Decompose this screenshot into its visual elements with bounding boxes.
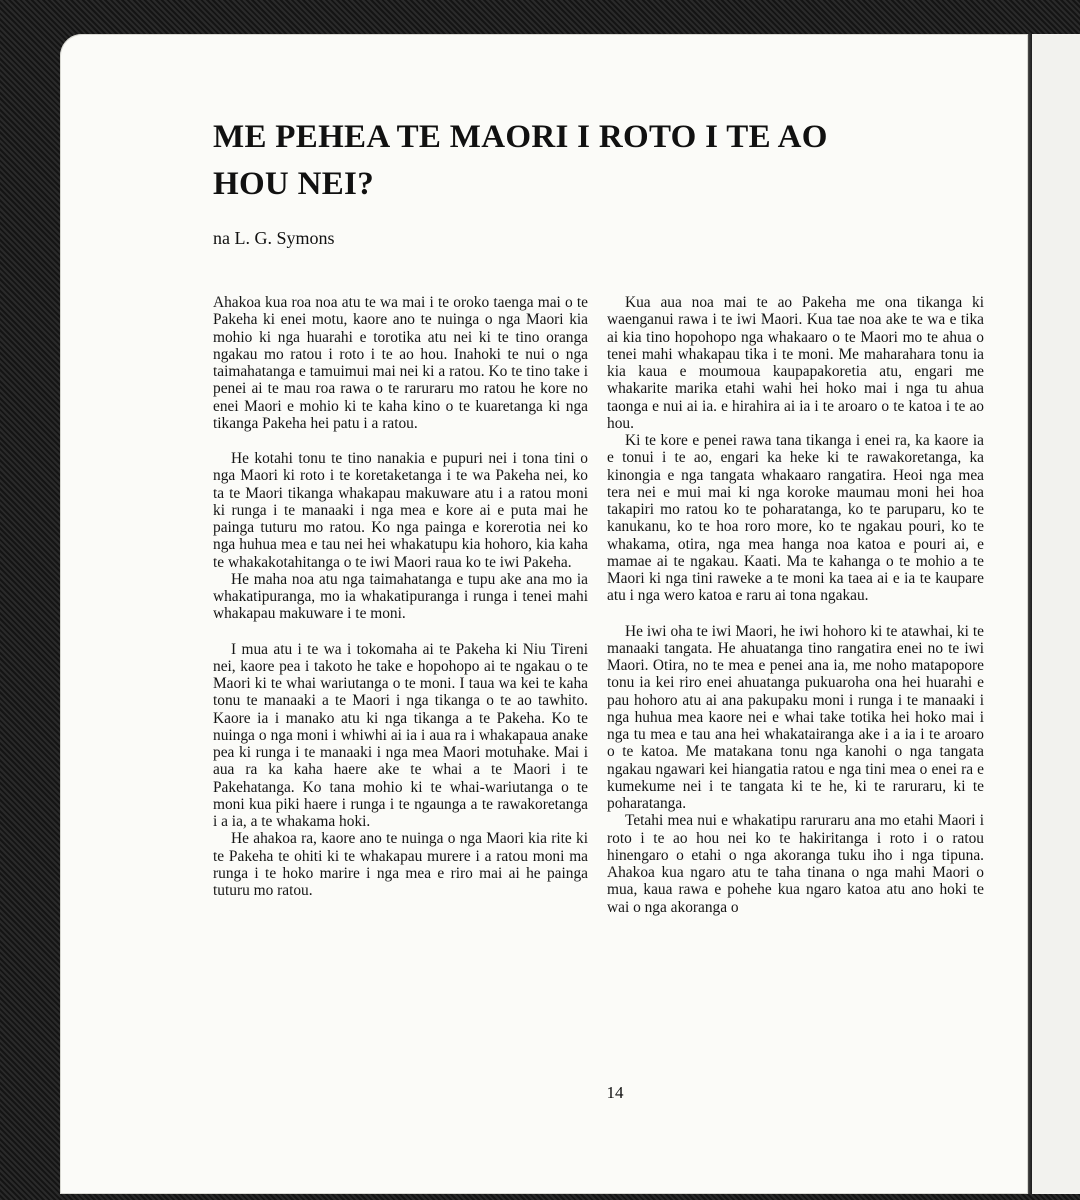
article-title: ME PEHEA TE MAORI I ROTO I TE AO HOU NEI? — [213, 119, 828, 202]
paragraph: Ki te kore e penei rawa tana tikanga i enei ra, ka kaore ia e tonui i te ao, engari ka heke ki te rawakoretanga, ka kinongia e nga tangata whakaaro rangatira. Heoi nga mea tera nei e mui mai ki nga koroke maumau moni hei hoa takapiri mo ratou ko te poharatanga, ko te paruparu, ko te kanukanu, ko te hoa roro more, ko te ngakau pouri, ko te whakama, otira, nga mea hanga noa katoa e pouri ai, e mamae ai te ngakau. Kaati. Ma te kahanga o te mohio a te Maori ki nga tini raweke a te moni ka taea ai e ia te kaupare atu i nga wero katoa e raru ai tona ngakau. — [607, 432, 984, 605]
article-byline: na L. G. Symons — [213, 228, 335, 248]
page-number: 14 — [606, 1083, 624, 1102]
facing-page-edge — [1030, 34, 1080, 1194]
right-column — [607, 294, 984, 916]
paragraph: He kotahi tonu te tino nanakia e pupuri nei i tona tini o nga Maori ki roto i te koretaketanga i te wa Pakeha nei, ko ta te Maori tikanga whakapau makuware atu i a ratou moni ki runga i te manaaki i nga mea e kore ai e puta mai he painga tuturu mo ratou. Ko nga painga e korerotia nei ko nga huhua mea e tau nei hei whakatupu kia hohoro, kia kaha te whakakotahitanga o te iwi Maori raua ko te iwi Pakeha. — [213, 450, 588, 571]
left-column — [213, 294, 588, 899]
paragraph: He iwi oha te iwi Maori, he iwi hohoro ki te atawhai, ki te manaaki tangata. He ahuatanga tino rangatira enei no te iwi Maori. Otira, no te mea e penei ana ia, me noho matapopore tonu ia kei riro enei ahuatanga pukuaroha ona hei huarahi e pau hohoro atu ai ana pakupaku moni i runga i te manaaki i nga huhua mea kaore nei e whai take totika hei hoko mai i nga tu mea e tau ana hei whakatairanga ake i a ia i te aroaro o te katoa. Me matakana tonu nga kanohi o nga tangata ngakau ngawari kei hiangatia ratou e nga tini mea o enei ra e kumekume nei i te tangata ki te he, ki te raruraru, ki te poharatanga. — [607, 622, 984, 812]
paragraph: He ahakoa ra, kaore ano te nuinga o nga Maori kia rite ki te Pakeha te ohiti ki te whakapau murere i a ratou moni ma runga i te hoko marire i nga mea e riro mai ai he painga tuturu mo ratou. — [213, 830, 588, 899]
paragraph: Kua aua noa mai te ao Pakeha me ona tikanga ki waenganui rawa i te iwi Maori. Kua tae noa ake te wa e tika ai kia tino hopohopo nga whakaaro o te Maori mo te ahua o tenei mahi whakapau tika i te moni. Me maharahara tonu ia kia kaua e moumoua kaupapakoretia atu, engari me whakarite marika etahi wahi hei hoko mai i nga tu ahua taonga e nui ai ia. e hirahira ai ia i te aroaro o te katoa i te ao hou. — [607, 294, 984, 432]
paragraph: Tetahi mea nui e whakatipu raruraru ana mo etahi Maori i roto i te ao hou nei ko te hakiritanga i roto i o ratou hinengaro o etahi o nga akoranga tuku iho i nga tipuna. Ahakoa kua ngaro atu te taha tinana o nga mahi Maori o mua, kaua rawa e pohehe kua ngaro katoa atu ano hoki te wai o nga akoranga o — [607, 812, 984, 916]
paragraph: I mua atu i te wa i tokomaha ai te Pakeha ki Niu Tireni nei, kaore pea i takoto he take e hopohopo ai te ngakau o te Maori ki te whai wariutanga o te moni. I taua wa kei te kaha tonu te manaaki a te Maori i nga tikanga o te ao tawhito. Kaore ia i manako atu ki nga tikanga a te Pakeha. Ko te nuinga o nga moni i whiwhi ai ia i aua ra i whakapaua anake pea ki runga i te manaaki i nga mea Maori motuhake. Mai i aua ra ka kaha haere ake te whai a te Maori i te Pakehatanga. Ko tana mohio ki te whai-wariutanga o te moni kua piki haere i runga i te ngaunga a te rawakoretanga i a ia, a te whakama hoki. — [213, 640, 588, 830]
paragraph: Ahakoa kua roa noa atu te wa mai i te oroko taenga mai o te Pakeha ki enei motu, kaore ano te nuinga o nga Maori kia mohio ki nga huarahi e torotika atu nei ki te tino oranga ngakau mo ratou i roto i te ao hou. Inahoki te nui o nga taimahatanga e tamuimui mai nei ki a ratou. Ko te tino take i penei ai te mau roa rawa o te raruraru mo ratou he kore no enei Maori e mohio ki te kaha kino o te kuaretanga ki nga tikanga Pakeha hei patu i a ratou. — [213, 294, 588, 432]
paragraph: He maha noa atu nga taimahatanga e tupu ake ana mo ia whakatipuranga, mo ia whakatipuranga i runga i tenei mahi whakapau makuware i te moni. — [213, 570, 588, 623]
